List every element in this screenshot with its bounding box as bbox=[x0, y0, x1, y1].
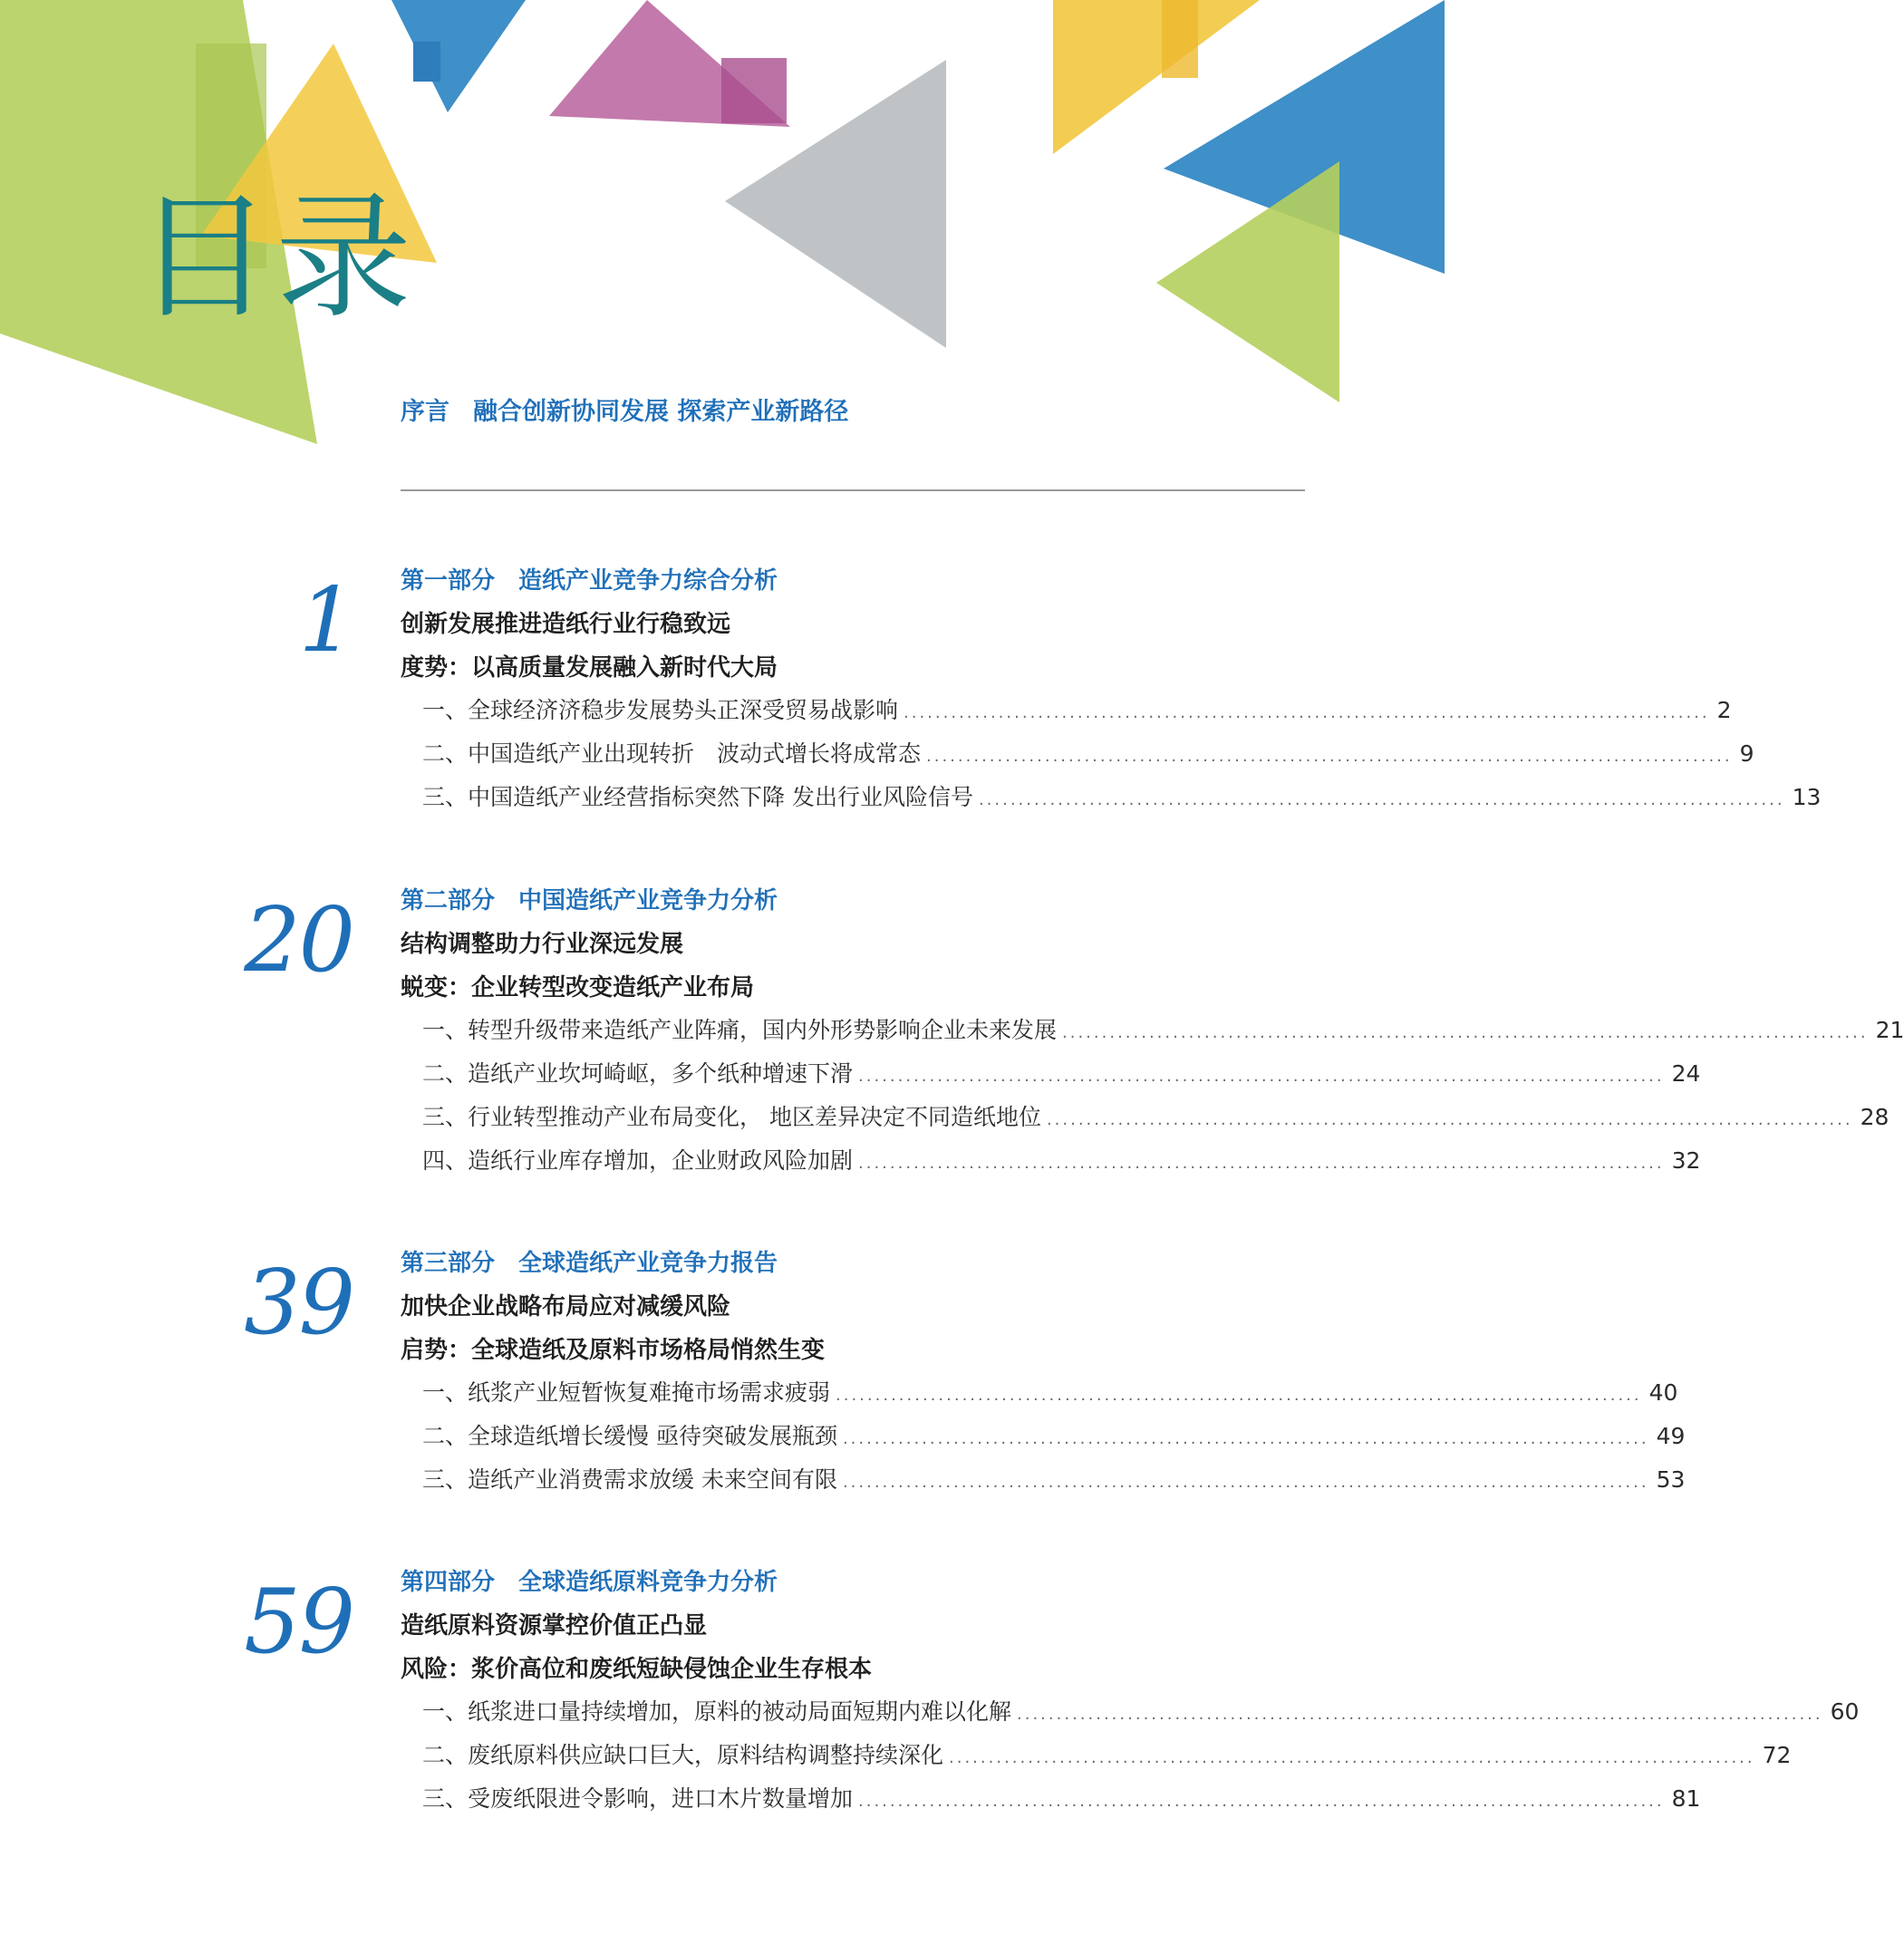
page-title: 目录 bbox=[136, 179, 416, 337]
preface-title: 融合创新协同发展 探索产业新路径 bbox=[473, 398, 849, 426]
toc-entry[interactable] bbox=[422, 1099, 1890, 1143]
entry-page: 40 bbox=[1648, 1379, 1678, 1406]
entry-page: 60 bbox=[1830, 1698, 1860, 1725]
entry-text: 三、造纸产业消费需求放缓 未来空间有限 bbox=[422, 1466, 837, 1493]
entry-page: 9 bbox=[1739, 740, 1754, 767]
part-title: 全球造纸产业竞争力报告 bbox=[518, 1250, 778, 1277]
preface-label: 序言 bbox=[401, 398, 449, 426]
entry-text: 四、造纸行业库存增加，企业财政风险加剧 bbox=[422, 1147, 854, 1174]
leader-dots: ...................................................................................................... bbox=[978, 790, 1785, 809]
leader-dots: ...................................................................................................... bbox=[858, 1154, 1665, 1173]
entry-page: 81 bbox=[1671, 1785, 1701, 1812]
part-label: 第三部分 bbox=[401, 1250, 496, 1277]
section-body bbox=[401, 1563, 1860, 1824]
toc-entry[interactable] bbox=[422, 1781, 1701, 1824]
toc-entry[interactable] bbox=[422, 1056, 1701, 1099]
section-heading-2: 启势：全球造纸及原料市场格局悄然生变 bbox=[401, 1337, 826, 1364]
entry-page: 24 bbox=[1671, 1060, 1701, 1087]
entry-page: 2 bbox=[1716, 697, 1732, 723]
toc-entry[interactable] bbox=[422, 1143, 1701, 1186]
section-heading-1: 加快企业战略布局应对减缓风险 bbox=[401, 1293, 731, 1320]
entry-page: 49 bbox=[1656, 1423, 1686, 1449]
leader-dots: ...................................................................................................... bbox=[1017, 1705, 1823, 1724]
entry-text: 二、废纸原料供应缺口巨大，原料结构调整持续深化 bbox=[422, 1742, 944, 1768]
section-body bbox=[401, 1244, 1686, 1505]
part-heading[interactable] bbox=[401, 562, 1216, 605]
part-heading[interactable] bbox=[401, 1244, 1216, 1288]
part-title: 全球造纸原料竞争力分析 bbox=[518, 1569, 778, 1596]
entry-text: 二、中国造纸产业出现转折 波动式增长将成常态 bbox=[422, 740, 922, 767]
leader-dots: ...................................................................................................... bbox=[1046, 1110, 1853, 1129]
part-heading[interactable] bbox=[401, 1563, 1216, 1607]
section-number: 39 bbox=[244, 1252, 353, 1355]
entry-text: 一、全球经济济稳步发展势头正深受贸易战影响 bbox=[422, 697, 899, 723]
preface-line[interactable] bbox=[401, 392, 848, 427]
part-title: 造纸产业竞争力综合分析 bbox=[518, 567, 778, 595]
toc-entry[interactable] bbox=[422, 1375, 1678, 1418]
toc-entry[interactable] bbox=[422, 692, 1732, 736]
section-heading-2: 风险：浆价高位和废纸短缺侵蚀企业生存根本 bbox=[401, 1656, 873, 1683]
section-number: 59 bbox=[244, 1571, 353, 1674]
entry-text: 一、纸浆产业短暂恢复难掩市场需求疲弱 bbox=[422, 1379, 831, 1406]
part-title: 中国造纸产业竞争力分析 bbox=[518, 887, 778, 914]
section-body bbox=[401, 562, 1822, 823]
toc-entry[interactable] bbox=[422, 736, 1754, 779]
leader-dots: ...................................................................................................... bbox=[858, 1067, 1665, 1086]
section-number: 1 bbox=[298, 569, 353, 672]
entry-page: 72 bbox=[1762, 1742, 1792, 1768]
toc-entry[interactable] bbox=[422, 1462, 1686, 1505]
section-body bbox=[401, 882, 1904, 1186]
section-heading-2: 蜕变：企业转型改变造纸产业布局 bbox=[401, 974, 755, 1001]
entry-page: 28 bbox=[1860, 1104, 1890, 1130]
section-heading-1: 创新发展推进造纸行业行稳致远 bbox=[401, 611, 731, 638]
leader-dots: ...................................................................................................... bbox=[926, 747, 1733, 766]
section-heading-2: 度势：以高质量发展融入新时代大局 bbox=[401, 654, 778, 682]
entry-text: 一、转型升级带来造纸产业阵痛，国内外形势影响企业未来发展 bbox=[422, 1017, 1058, 1043]
entry-text: 一、纸浆进口量持续增加，原料的被动局面短期内难以化解 bbox=[422, 1698, 1012, 1725]
part-label: 第一部分 bbox=[401, 567, 496, 595]
leader-dots: ...................................................................................................... bbox=[904, 703, 1710, 722]
leader-dots: ...................................................................................................... bbox=[842, 1429, 1649, 1448]
toc-entry[interactable] bbox=[422, 1012, 1904, 1056]
part-label: 第二部分 bbox=[401, 887, 496, 914]
section-heading-1: 造纸原料资源掌控价值正凸显 bbox=[401, 1612, 708, 1640]
part-label: 第四部分 bbox=[401, 1569, 496, 1596]
entry-text: 三、中国造纸产业经营指标突然下降 发出行业风险信号 bbox=[422, 784, 973, 810]
entry-page: 13 bbox=[1792, 784, 1822, 810]
section-heading-1: 结构调整助力行业深远发展 bbox=[401, 931, 684, 958]
toc-entry[interactable] bbox=[422, 1694, 1860, 1737]
entry-text: 二、全球造纸增长缓慢 亟待突破发展瓶颈 bbox=[422, 1423, 837, 1449]
leader-dots: ...................................................................................................... bbox=[949, 1748, 1755, 1767]
toc-entry[interactable] bbox=[422, 1737, 1792, 1781]
blue-triangle-top bbox=[391, 0, 526, 112]
leader-dots: ...................................................................................................... bbox=[1062, 1023, 1869, 1042]
divider-line bbox=[401, 489, 1305, 491]
part-heading[interactable] bbox=[401, 882, 1216, 925]
leader-dots: ...................................................................................................... bbox=[858, 1792, 1665, 1811]
yellow-square-right bbox=[1162, 0, 1198, 78]
magenta-square bbox=[721, 58, 787, 123]
section-number: 20 bbox=[244, 889, 353, 992]
entry-text: 二、造纸产业坎坷崎岖，多个纸种增速下滑 bbox=[422, 1060, 854, 1087]
leader-dots: ...................................................................................................... bbox=[842, 1473, 1649, 1492]
entry-text: 三、受废纸限进令影响，进口木片数量增加 bbox=[422, 1785, 854, 1812]
blue-square-top bbox=[413, 42, 440, 82]
toc-entry[interactable] bbox=[422, 1418, 1686, 1462]
toc-entry[interactable] bbox=[422, 779, 1822, 823]
entry-page: 53 bbox=[1656, 1466, 1686, 1493]
entry-page: 21 bbox=[1875, 1017, 1904, 1043]
entry-page: 32 bbox=[1671, 1147, 1701, 1174]
entry-text: 三、行业转型推动产业布局变化， 地区差异决定不同造纸地位 bbox=[422, 1104, 1041, 1130]
leader-dots: ...................................................................................................... bbox=[836, 1386, 1642, 1405]
